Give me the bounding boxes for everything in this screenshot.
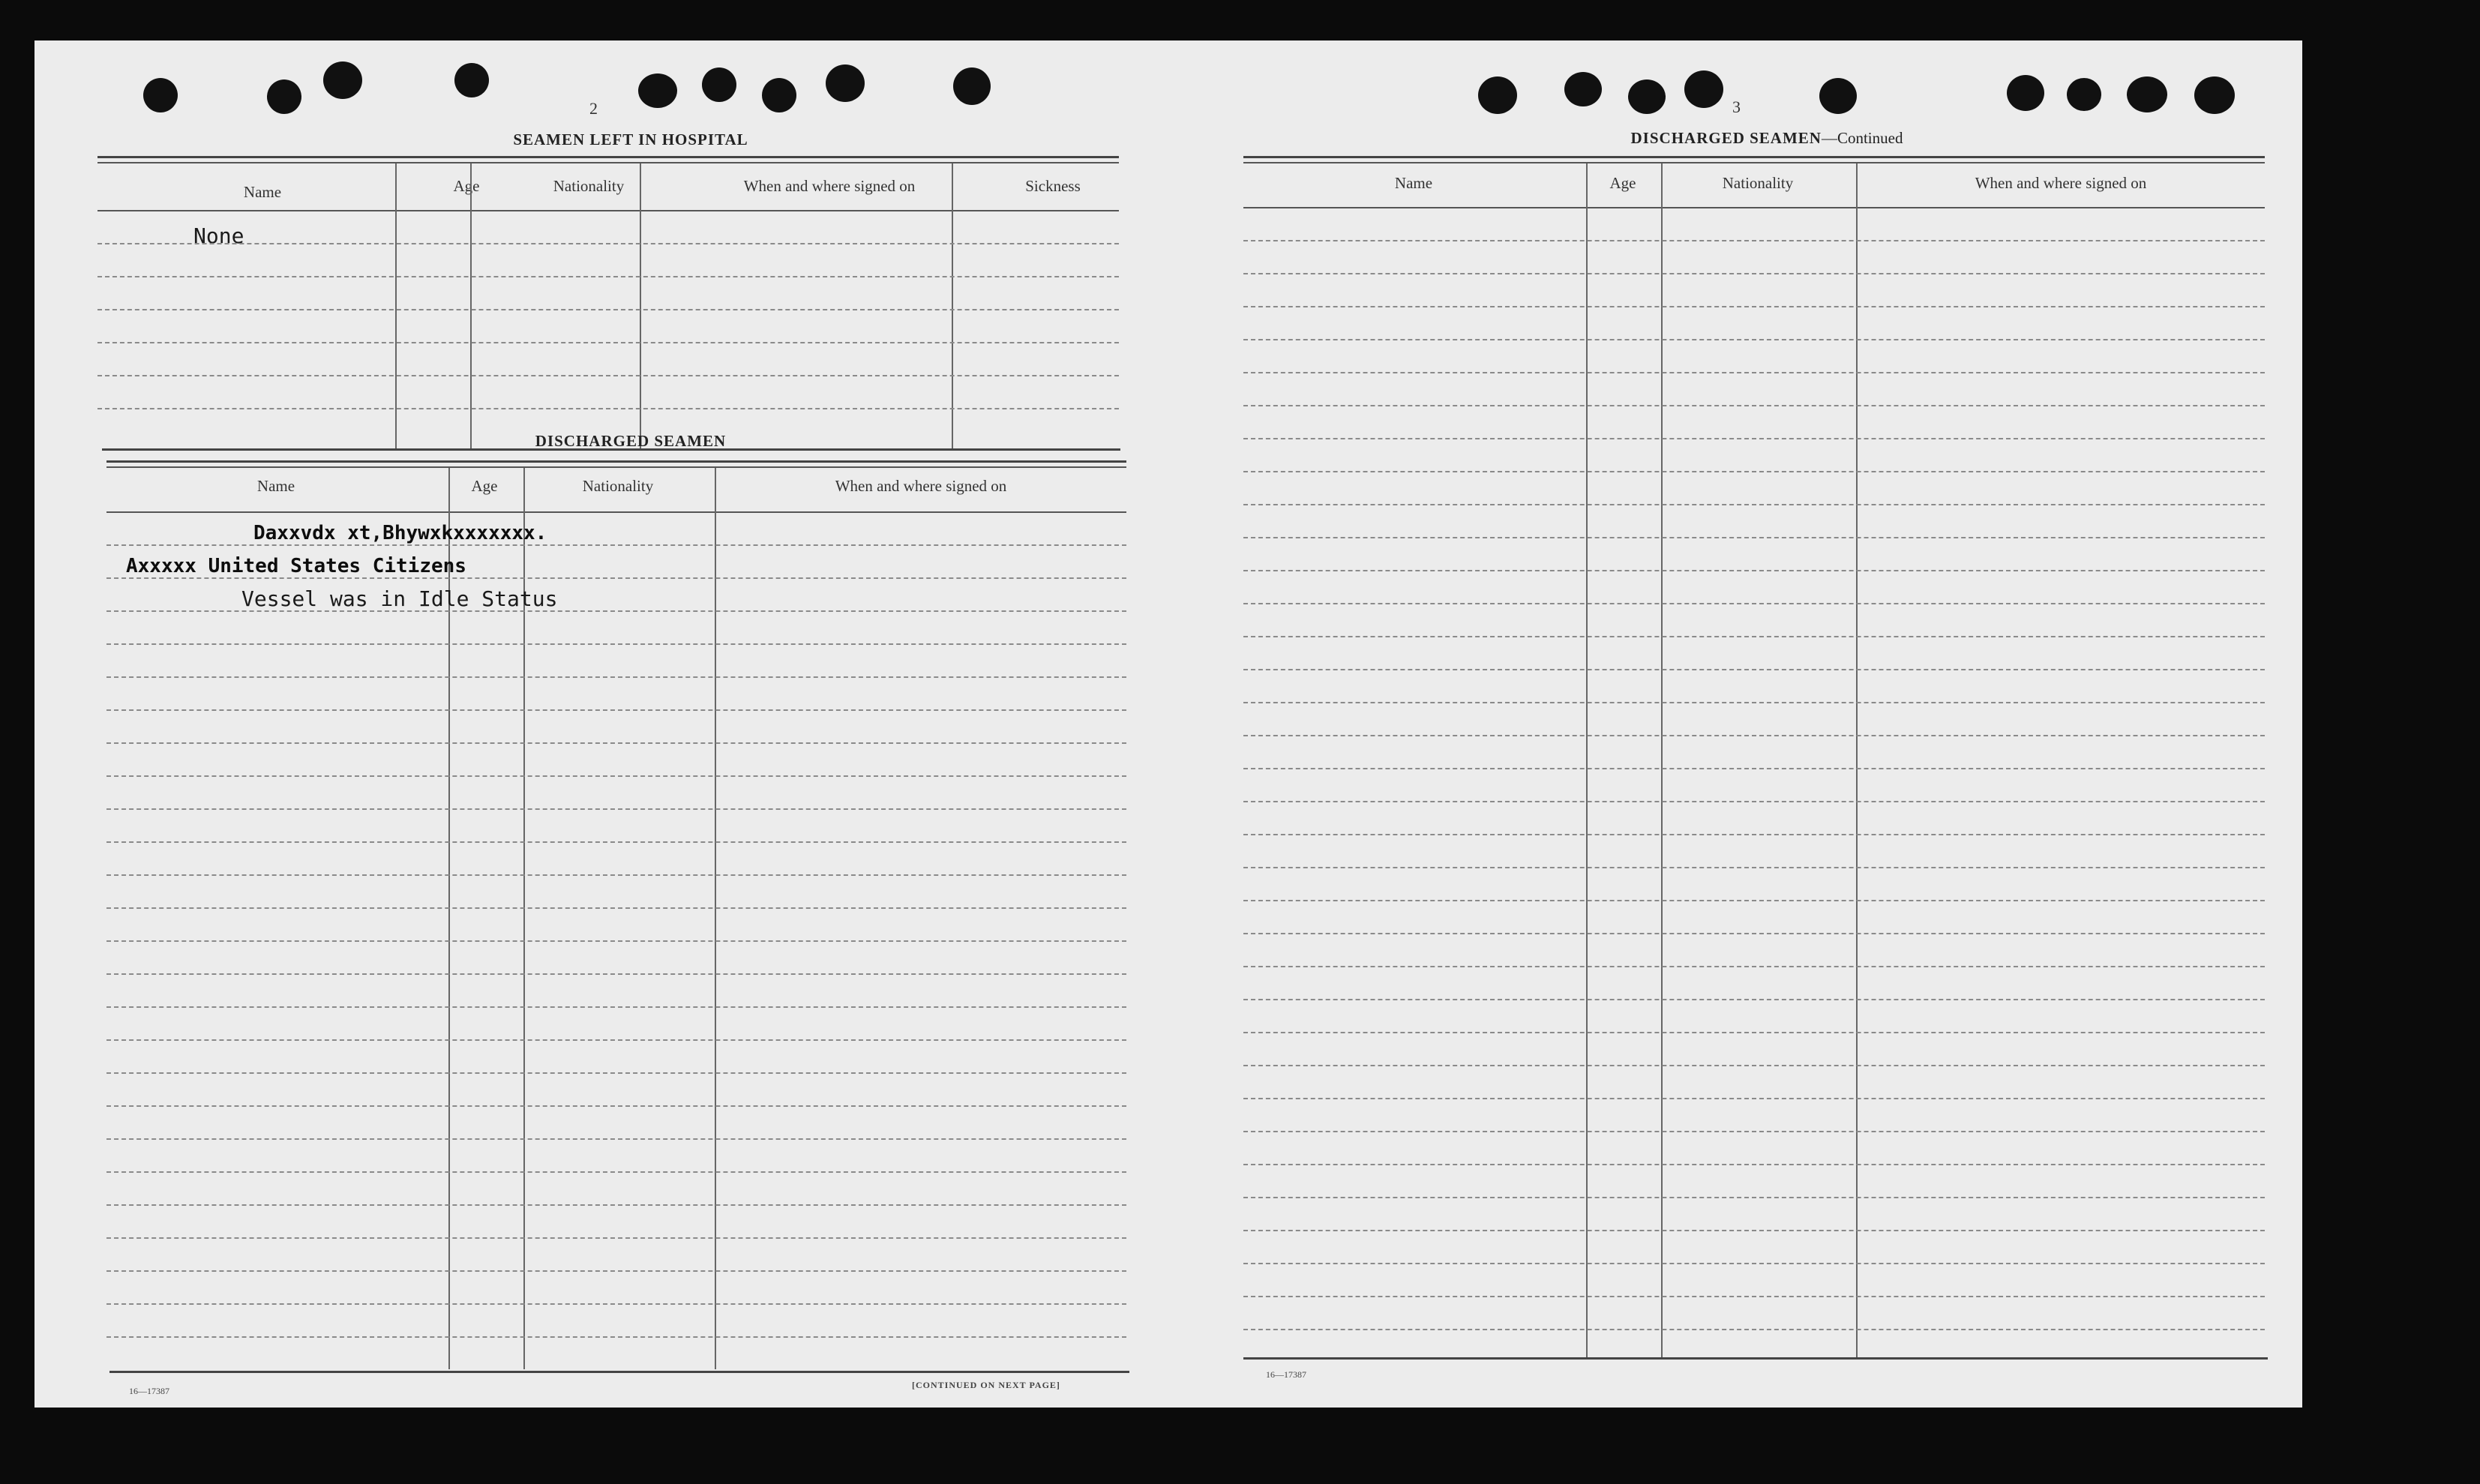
right-col-signed-on: When and where signed on	[1975, 174, 2147, 192]
right-section-title	[1519, 129, 2014, 148]
discharged-bottom-rule	[109, 1371, 1129, 1373]
discharged-typed-line-3: Vessel was in Idle Status	[241, 586, 558, 611]
hospital-col-name: Name	[243, 183, 282, 201]
hospital-top-rule	[97, 156, 1119, 158]
document-sheet	[34, 40, 2302, 1408]
hospital-section-title: SEAMEN LEFT IN HOSPITAL	[513, 130, 748, 148]
hospital-col-age: Age	[453, 177, 480, 195]
discharged-col-nationality: Nationality	[582, 477, 654, 495]
right-col-name: Name	[1394, 174, 1433, 192]
right-top-rule	[1243, 156, 2265, 158]
right-title-main: DISCHARGED SEAMEN	[1630, 129, 1822, 147]
right-page-number: 3	[1732, 97, 1741, 116]
left-page-number: 2	[589, 99, 598, 118]
hospital-col-signed-on: When and where signed on	[743, 177, 916, 195]
right-form-number: 16—17387	[1266, 1369, 1306, 1380]
discharged-col-signed-on: When and where signed on	[835, 477, 1007, 495]
hospital-col-sickness: Sickness	[1025, 177, 1081, 195]
left-form-number: 16—17387	[129, 1386, 169, 1396]
right-title-continued: —Continued	[1821, 129, 1903, 147]
continued-note: [CONTINUED ON NEXT PAGE]	[912, 1380, 1060, 1390]
discharged-col-name: Name	[256, 477, 295, 495]
hospital-col-nationality: Nationality	[553, 177, 625, 195]
right-bottom-rule	[1243, 1357, 2268, 1360]
hospital-none-entry: None	[193, 223, 244, 248]
discharged-typed-line-1: Daxxvdx xt,Bhywxkxxxxxxx.	[253, 522, 547, 544]
right-col-age: Age	[1609, 174, 1636, 192]
discharged-typed-line-2: Axxxxx United States Citizens	[126, 555, 466, 577]
right-col-nationality: Nationality	[1722, 174, 1794, 192]
discharged-col-age: Age	[471, 477, 498, 495]
discharged-section-title: DISCHARGED SEAMEN	[535, 432, 727, 450]
discharged-top-rule	[106, 460, 1126, 463]
